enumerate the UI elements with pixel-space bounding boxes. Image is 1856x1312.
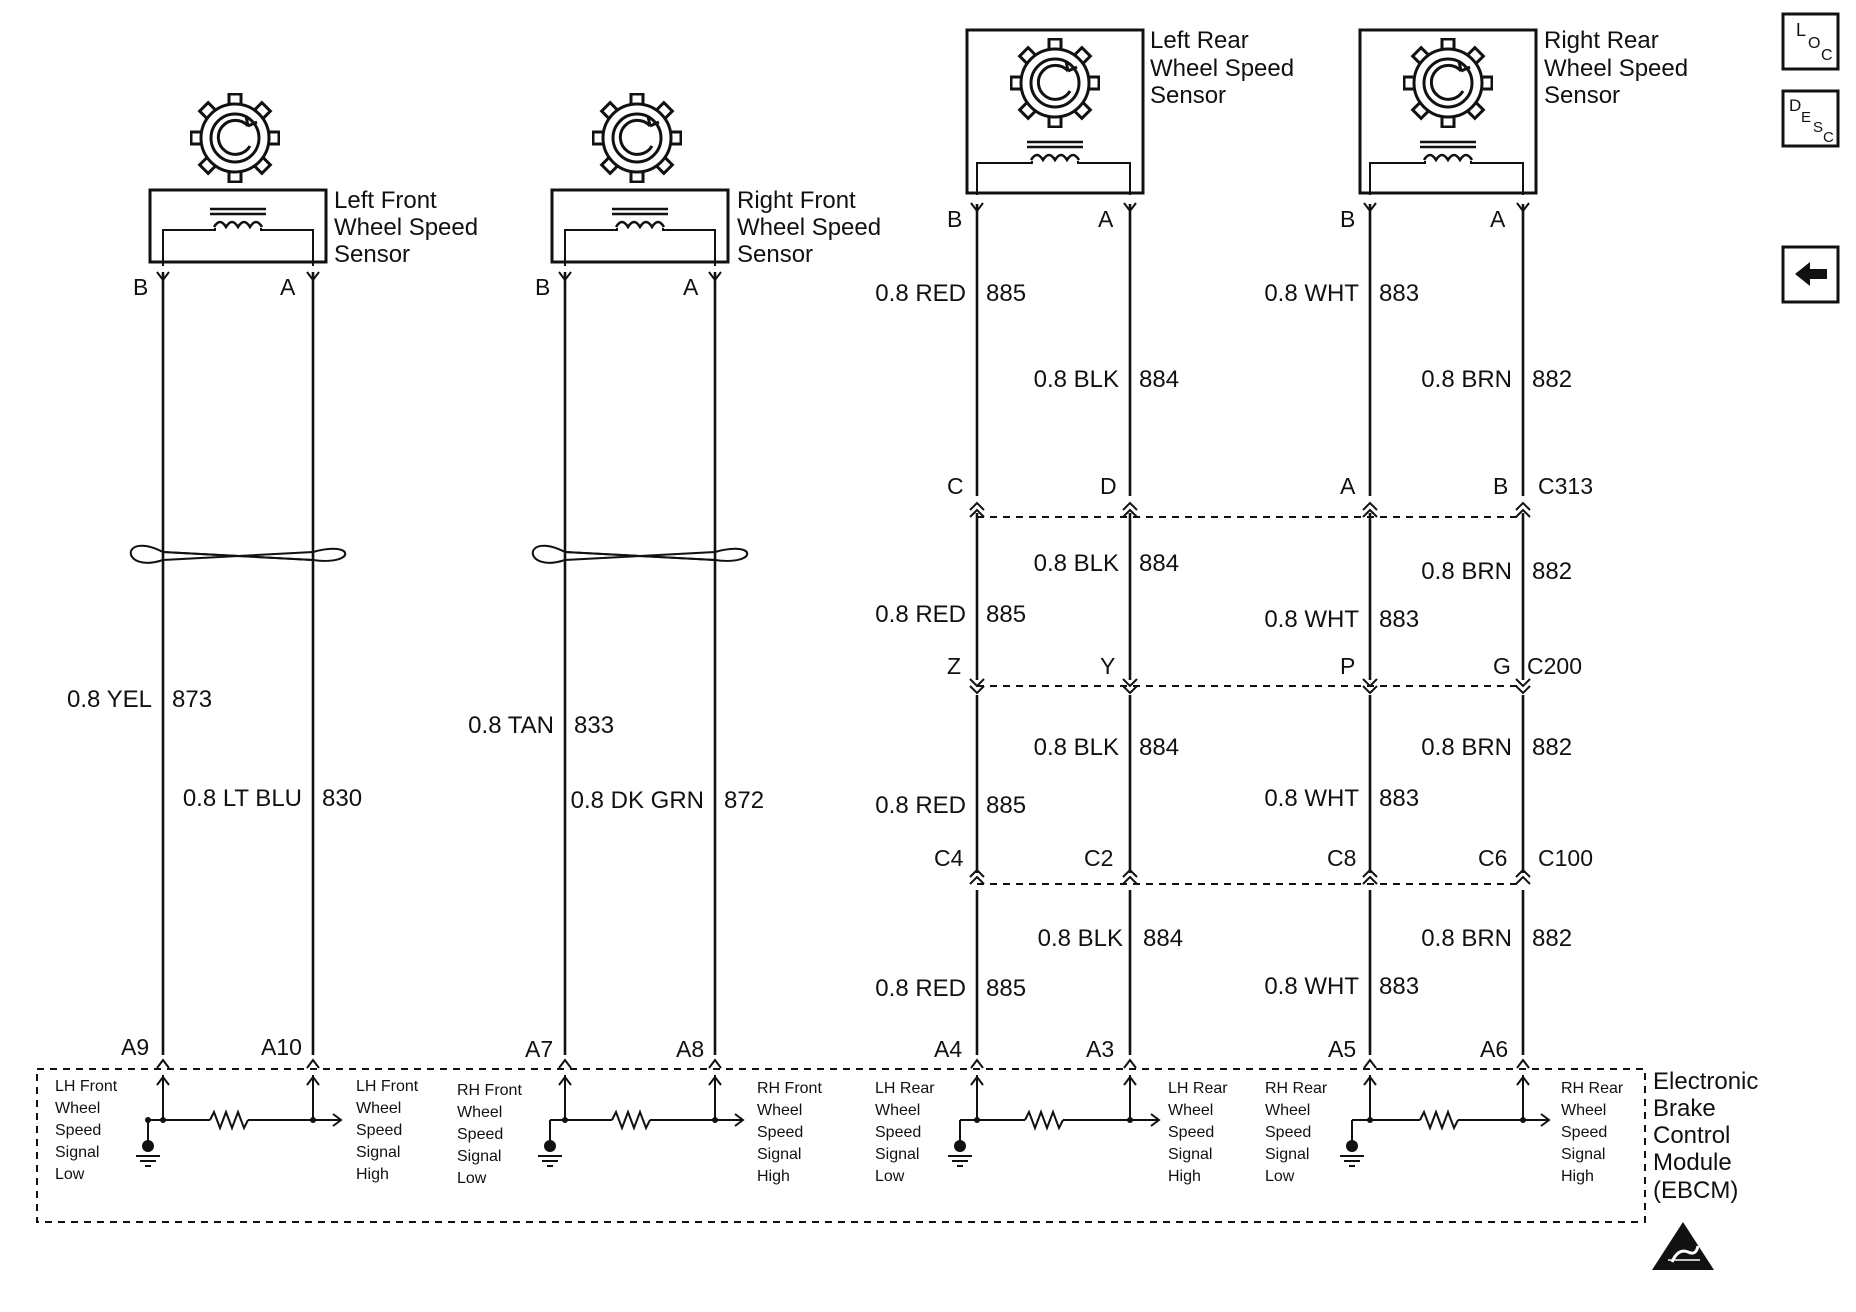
resistor-icon [210,1112,248,1128]
wire-color: 0.8 BRN [1421,925,1512,952]
pin-label: B [535,274,551,300]
ground-icon [948,1140,972,1166]
right-front-sensor [535,94,881,300]
tone-wheel-icon [593,94,681,182]
pin-label: A [683,274,699,300]
sensor-name-line3: Sensor [334,241,411,268]
svg-text:Wheel: Wheel [875,1102,921,1119]
svg-text:Signal: Signal [875,1146,920,1163]
pin-label: A [1098,206,1114,232]
svg-text:Signal: Signal [356,1144,401,1161]
ebcm-pin: A8 [676,1036,705,1062]
svg-text:Wheel: Wheel [55,1100,101,1117]
connector-name: C200 [1527,653,1582,679]
connector-pin: A [1340,473,1356,499]
svg-text:Low: Low [1265,1168,1295,1185]
resistor-icon [1420,1112,1458,1128]
svg-text:Wheel: Wheel [757,1102,803,1119]
svg-text:Speed: Speed [55,1122,102,1139]
svg-text:Speed: Speed [1265,1124,1312,1141]
wire-circuit: 882 [1532,925,1573,952]
svg-text:C: C [1823,129,1834,146]
ebcm-pin: A5 [1328,1036,1357,1062]
svg-text:Signal: Signal [1168,1146,1213,1163]
sensor-name-line1: Right Rear [1544,27,1659,54]
svg-text:RH Front: RH Front [757,1080,822,1097]
tone-wheel-icon [191,94,279,182]
svg-text:LH Front: LH Front [55,1078,118,1095]
input-circuit-front-right [538,1075,743,1166]
svg-text:Signal: Signal [757,1146,802,1163]
svg-text:Brake: Brake [1653,1095,1716,1122]
svg-text:Speed: Speed [1561,1124,1608,1141]
pin-label: B [947,206,963,232]
wire-circuit: 830 [322,785,363,812]
input-circuit-rear-left [948,1075,1159,1166]
svg-text:RH Front: RH Front [457,1082,522,1099]
connector-pin: C6 [1478,845,1508,871]
tone-wheel-icon [1011,39,1099,127]
connector-pin: C4 [934,845,964,871]
wire-color: 0.8 WHT [1264,973,1359,1000]
svg-text:Speed: Speed [757,1124,804,1141]
back-button[interactable] [1783,247,1838,302]
ebcm-pin: A9 [121,1034,150,1060]
svg-text:Signal: Signal [1265,1146,1310,1163]
sensor-name-line1: Left Rear [1150,27,1249,54]
wire-circuit: 883 [1379,280,1420,307]
svg-text:Signal: Signal [457,1148,502,1165]
svg-text:Wheel: Wheel [1561,1102,1607,1119]
svg-text:Speed: Speed [356,1122,403,1139]
svg-text:Module: Module [1653,1149,1732,1176]
svg-text:C: C [1821,47,1833,64]
tone-wheel-icon [1404,39,1492,127]
wire-color: 0.8 RED [875,792,966,819]
ground-icon [1340,1140,1364,1166]
svg-text:S: S [1813,119,1824,136]
signal-label-rh-rear-high [1561,1080,1624,1185]
svg-text:Low: Low [457,1170,487,1187]
pin-label: A [280,274,296,300]
svg-text:High: High [1168,1168,1201,1185]
wire-circuit: 883 [1379,606,1420,633]
wire-circuit: 882 [1532,734,1573,761]
wire-color: 0.8 WHT [1264,606,1359,633]
sensor-name-line3: Sensor [737,241,814,268]
wire-circuit: 882 [1532,366,1573,393]
svg-text:E: E [1801,109,1812,126]
connector-pin: Z [947,653,962,679]
sensor-name-line2: Wheel Speed [1544,55,1689,82]
pin-label: A [1490,206,1506,232]
signal-label-rh-rear-low [1265,1080,1328,1185]
input-circuit-rear-right [1340,1075,1549,1166]
ebcm-pin: A10 [261,1034,302,1060]
svg-text:L: L [1796,20,1807,40]
wire-color: 0.8 RED [875,975,966,1002]
sensor-name-line3: Sensor [1150,82,1227,109]
wire-color: 0.8 LT BLU [182,785,302,812]
rear-wire-labels [875,280,1572,1002]
svg-text:Speed: Speed [457,1126,504,1143]
svg-text:High: High [757,1168,790,1185]
svg-text:Wheel: Wheel [1265,1102,1311,1119]
wire-color: 0.8 DK GRN [570,787,704,814]
svg-text:Low: Low [55,1166,85,1183]
resistor-icon [1025,1112,1063,1128]
svg-text:LH Front: LH Front [356,1078,419,1095]
connector-pin: D [1100,473,1117,499]
wire-color: 0.8 TAN [468,712,554,739]
location-button[interactable] [1783,14,1838,69]
wire-circuit: 872 [724,787,765,814]
sensor-name-line1: Right Front [737,187,856,214]
wire-color: 0.8 RED [875,601,966,628]
signal-label-rh-front-high [757,1080,822,1185]
wire-color: 0.8 BRN [1421,558,1512,585]
wire-circuit: 883 [1379,973,1420,1000]
right-rear-sensor [1340,27,1688,232]
signal-label-lh-front-high [356,1078,419,1183]
left-rear-sensor [947,27,1294,232]
ground-icon [538,1140,562,1166]
svg-text:High: High [356,1166,389,1183]
sensor-name-line3: Sensor [1544,82,1621,109]
svg-text:(EBCM): (EBCM) [1653,1177,1739,1204]
wire-circuit: 884 [1139,734,1180,761]
wire-color: 0.8 YEL [67,686,152,713]
wire-color: 0.8 BLK [1033,366,1119,393]
svg-text:Signal: Signal [55,1144,100,1161]
svg-text:Wheel: Wheel [457,1104,503,1121]
signal-label-lh-front-low [55,1078,118,1183]
wire-color: 0.8 BLK [1033,734,1119,761]
wire-circuit: 884 [1143,925,1184,952]
svg-text:RH Rear: RH Rear [1561,1080,1624,1097]
signal-label-rh-front-low [457,1082,522,1187]
ebcm-module [37,1034,1758,1270]
svg-text:LH Rear: LH Rear [875,1080,935,1097]
svg-text:Control: Control [1653,1122,1731,1149]
wire-circuit: 885 [986,975,1027,1002]
wire-color: 0.8 BRN [1421,366,1512,393]
wire-circuit: 885 [986,280,1027,307]
wire-circuit: 883 [1379,785,1420,812]
wire-circuit: 884 [1139,366,1180,393]
wire-color: 0.8 BLK [1037,925,1123,952]
svg-text:Wheel: Wheel [1168,1102,1214,1119]
connector-pin: C [947,473,964,499]
description-button[interactable] [1783,91,1838,146]
pin-label: B [1340,206,1356,232]
wire-color: 0.8 BLK [1033,550,1119,577]
svg-text:LH Rear: LH Rear [1168,1080,1228,1097]
signal-label-lh-rear-low [875,1080,935,1185]
wire-color: 0.8 BRN [1421,734,1512,761]
wire-circuit: 882 [1532,558,1573,585]
wire-color: 0.8 RED [875,280,966,307]
sensor-name-line1: Left Front [334,187,437,214]
wire-circuit: 884 [1139,550,1180,577]
svg-text:RH Rear: RH Rear [1265,1080,1328,1097]
svg-text:High: High [1561,1168,1594,1185]
svg-text:Low: Low [875,1168,905,1185]
ebcm-pin: A3 [1086,1036,1115,1062]
input-circuit-front-left [136,1075,341,1166]
connector-pin: P [1340,653,1356,679]
wire-color: 0.8 WHT [1264,785,1359,812]
ebcm-pin: A7 [525,1036,554,1062]
connector-pin: C8 [1327,845,1357,871]
connector-name: C100 [1538,845,1593,871]
connector-pin: B [1493,473,1509,499]
svg-text:Signal: Signal [1561,1146,1606,1163]
wire-color: 0.8 WHT [1264,280,1359,307]
svg-text:O: O [1808,35,1821,52]
sensor-name-line2: Wheel Speed [334,214,479,241]
connector-c100 [934,845,1593,884]
svg-text:Wheel: Wheel [356,1100,402,1117]
svg-text:Electronic: Electronic [1653,1068,1759,1095]
sensor-name-line2: Wheel Speed [1150,55,1295,82]
front-wire-labels [67,683,764,814]
svg-text:Speed: Speed [1168,1124,1215,1141]
connector-c313 [947,473,1593,517]
ebcm-pin: A4 [934,1036,963,1062]
pin-label: B [133,274,149,300]
ground-icon [136,1140,160,1166]
ebcm-pin: A6 [1480,1036,1509,1062]
connector-c200 [947,653,1582,693]
svg-text:Speed: Speed [875,1124,922,1141]
wire-circuit: 885 [986,601,1027,628]
svg-text:D: D [1789,96,1802,115]
wire-circuit: 873 [172,686,213,713]
ebcm-name [1653,1068,1758,1204]
connector-pin: C2 [1084,845,1114,871]
sensor-name-line2: Wheel Speed [737,214,882,241]
connector-pin: G [1493,653,1511,679]
esd-warning-icon [1652,1222,1714,1270]
connector-name: C313 [1538,473,1593,499]
resistor-icon [612,1112,650,1128]
signal-label-lh-rear-high [1168,1080,1228,1185]
wire-circuit: 833 [574,712,615,739]
connector-pin: Y [1100,653,1116,679]
left-front-sensor [133,94,478,300]
wire-circuit: 885 [986,792,1027,819]
